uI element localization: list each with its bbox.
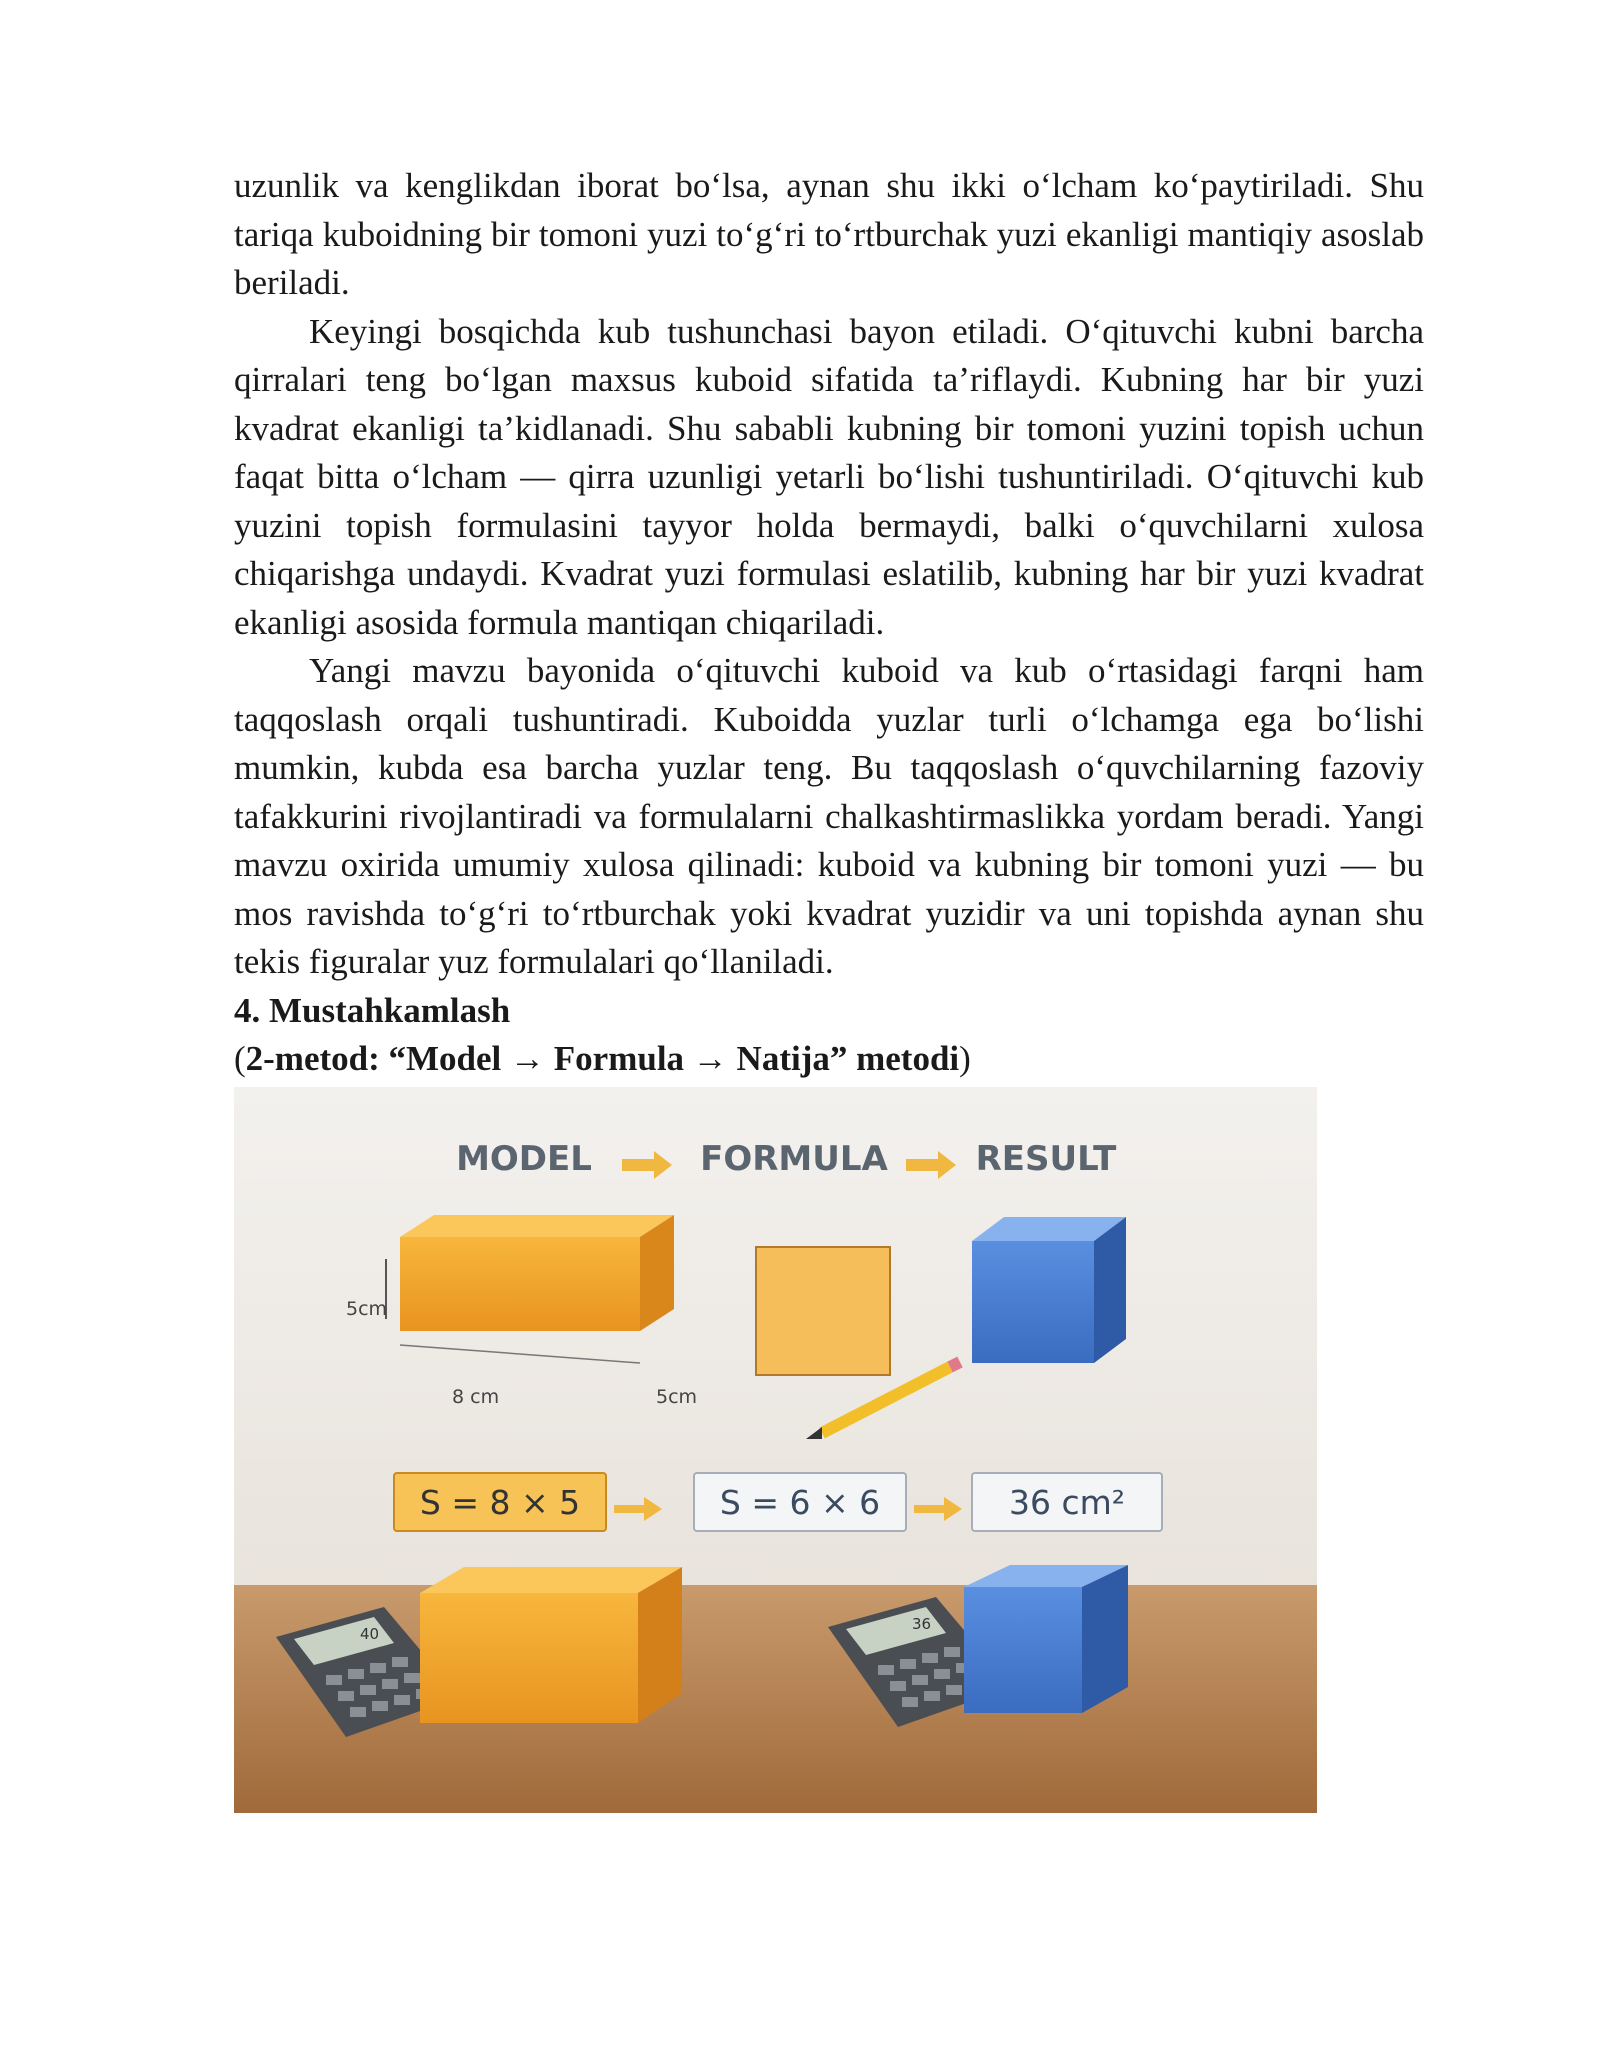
step-formula-label: FORMULA: [700, 1138, 888, 1179]
step-result-label: RESULT: [975, 1138, 1117, 1179]
subtitle-text: 2-metod: “Model → Formula → Natija” metodi: [245, 1038, 960, 1078]
formula-text-model: S = 8 × 5: [419, 1482, 581, 1522]
paragraph-2: Keyingi bosqichda kub tushunchasi bayon etiladi. O‘qituvchi kubni barcha qirralari teng bo‘lgan maxsus kuboid sifatida ta’riflaydi. Kubning har bir yuzi kvadrat ekanligi ta’kidlanadi. Shu sababli kubning bir tomoni yuzini topish uchun faqat bitta o‘lcham — qirra uzunligi yetarli bo‘lishi tushuntiriladi. O‘qituvchi kub yuzini topish formulasini tayyor holda bermaydi, balki o‘quvchilarni xulosa chiqarishga undaydi. Kvadrat yuzi formulasi eslatilib, kubning har bir yuzi kvadrat ekanligi asosida formula mantiqan chiqariladi.: [234, 311, 1424, 642]
formula-box-result: [972, 1473, 1162, 1531]
formula-box-formula: [694, 1473, 906, 1531]
blue-cube: [972, 1217, 1126, 1363]
square-face: [756, 1247, 890, 1375]
subtitle-paren-close: ): [959, 1038, 971, 1078]
illustration-canvas: [234, 1087, 1317, 1813]
depth-label: 5cm: [656, 1385, 698, 1408]
cuboid-on-table: [420, 1567, 682, 1723]
step-model-label: MODEL: [456, 1138, 592, 1179]
formula-text-formula: S = 6 × 6: [719, 1482, 881, 1522]
formula-text-result: 36 cm²: [1009, 1482, 1125, 1522]
height-label: 5cm: [346, 1297, 388, 1320]
section-subtitle: [234, 1035, 1424, 1083]
subtitle-paren-open: (: [234, 1038, 246, 1078]
calculator-display-left: 40: [360, 1624, 380, 1643]
formula-box-model: [394, 1473, 606, 1531]
document-page: [234, 162, 1424, 1813]
paragraph-3: Yangi mavzu bayonida o‘qituvchi kuboid va kub o‘rtasidagi farqni ham taqqoslash orqali tushuntiradi. Kuboidda yuzlar turli o‘lchamga ega bo‘lishi mumkin, kubda esa barcha yuzlar teng. Bu taqqoslash o‘quvchilarning fazoviy tafakkurini rivojlantiradi va formulalarni chalkashtirmaslikka yordam beradi. Yangi mavzu oxirida umumiy xulosa qilinadi: kuboid va kubning bir tomoni yuzi — bu mos ravishda to‘g‘ri to‘rtburchak yoki kvadrat yuzidir va uni topishda aynan shu tekis figuralar yuz formulalari qo‘llaniladi.: [234, 651, 1424, 981]
paragraph-1: uzunlik va kenglikdan iborat bo‘lsa, aynan shu ikki o‘lcham ko‘paytiriladi. Shu tariqa kuboidning bir tomoni yuzi to‘g‘ri to‘rtburchak yuzi ekanligi mantiqiy asoslab beriladi.: [234, 166, 1424, 302]
cuboid-model: [400, 1215, 674, 1331]
cube-on-table: [964, 1565, 1128, 1713]
length-label: 8 cm: [452, 1385, 500, 1408]
section-title: 4. Mustahkamlash: [234, 990, 511, 1030]
calculator-display-right: 36: [912, 1614, 932, 1633]
model-formula-result-illustration: [234, 1087, 1317, 1813]
